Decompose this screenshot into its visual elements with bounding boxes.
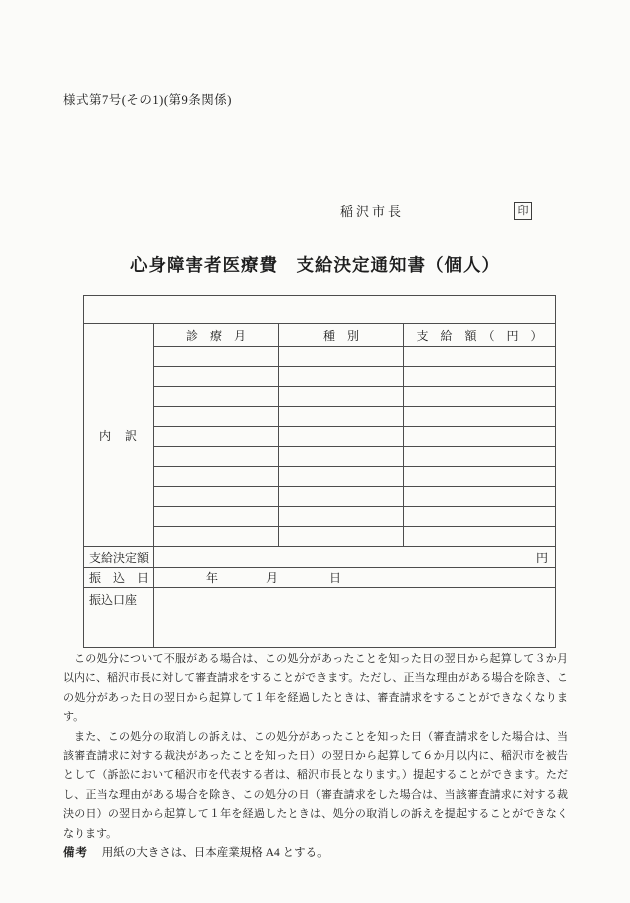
month-label: 月	[266, 571, 279, 585]
breakdown-label-cell: 内 訳	[84, 324, 154, 547]
month-cell	[154, 427, 279, 447]
type-cell	[279, 507, 404, 527]
amount-cell	[404, 487, 556, 507]
breakdown-row	[84, 347, 556, 367]
month-cell	[154, 407, 279, 427]
breakdown-row	[84, 487, 556, 507]
type-cell	[279, 367, 404, 387]
transfer-date-label-cell: 振 込 日	[84, 568, 154, 588]
type-cell	[279, 347, 404, 367]
column-header-type: 種 別	[279, 324, 404, 347]
month-cell	[154, 527, 279, 547]
top-empty-row	[84, 296, 556, 324]
decision-amount-cell: 円	[154, 547, 556, 568]
amount-cell	[404, 387, 556, 407]
payment-table	[83, 295, 556, 648]
breakdown-row	[84, 367, 556, 387]
breakdown-row	[84, 467, 556, 487]
amount-cell	[404, 427, 556, 447]
appeal-paragraph: この処分について不服がある場合は、この処分があったことを知った日の翌日から起算して３か月以内に、稲沢市長に対して審査請求をすることができます。ただし、正当な理由がある場合を除き、この処分があった日の翌日から起算して１年を経過したときは、審査請求をすることができなくなります。	[63, 653, 568, 724]
amount-cell	[404, 407, 556, 427]
amount-cell	[404, 447, 556, 467]
remarks-text: 用紙の大きさは、日本産業規格 A4 とする。	[101, 847, 329, 860]
form-number: 様式第7号(その1)(第9条関係)	[63, 93, 232, 107]
decision-row	[84, 547, 556, 568]
month-cell	[154, 387, 279, 407]
account-row	[84, 588, 556, 648]
amount-cell	[404, 467, 556, 487]
type-cell	[279, 387, 404, 407]
account-label-cell: 振込口座	[84, 588, 154, 648]
month-cell	[154, 507, 279, 527]
addressee: 稲沢市長	[340, 204, 405, 219]
header-row	[84, 324, 556, 347]
type-cell	[279, 447, 404, 467]
payment-table-body	[84, 296, 556, 648]
type-cell	[279, 527, 404, 547]
transfer-date-value-cell	[154, 568, 556, 588]
lawsuit-paragraph: また、この処分の取消しの訴えは、この処分があったことを知った日（審査請求をした場合は、当該審査請求に対する裁決があったことを知った日）の翌日から起算して６か月以内に、稲沢市を被告として（訴訟において稲沢市を代表する者は、稲沢市長となります。）提起することができます。ただし、正当な理由がある場合を除き、この処分の日（審査請求をした場合は、当該審査請求に対する裁決の日）の翌日から起算して１年を経過したときは、処分の取消しの訴えを提起することができなくなります。	[63, 730, 568, 840]
breakdown-row	[84, 507, 556, 527]
remarks-line	[63, 844, 568, 863]
breakdown-row	[84, 387, 556, 407]
column-header-amount: 支 給 額 （ 円 ）	[404, 324, 556, 347]
year-label: 年	[206, 571, 219, 585]
account-value-cell	[154, 588, 556, 648]
type-cell	[279, 407, 404, 427]
transfer-date-row	[84, 568, 556, 588]
amount-cell	[404, 367, 556, 387]
document-title: 心身障害者医療費 支給決定通知書（個人）	[130, 255, 500, 275]
type-cell	[279, 487, 404, 507]
breakdown-row	[84, 527, 556, 547]
column-header-month: 診 療 月	[154, 324, 279, 347]
month-cell	[154, 487, 279, 507]
month-cell	[154, 447, 279, 467]
month-cell	[154, 367, 279, 387]
remarks-label: 備考	[63, 847, 88, 860]
breakdown-row	[84, 407, 556, 427]
amount-cell	[404, 527, 556, 547]
legal-notes	[63, 650, 568, 863]
breakdown-row	[84, 427, 556, 447]
breakdown-row	[84, 447, 556, 467]
type-cell	[279, 427, 404, 447]
type-cell	[279, 467, 404, 487]
seal-mark: 印	[514, 202, 532, 220]
month-cell	[154, 467, 279, 487]
month-cell	[154, 347, 279, 367]
top-empty-cell	[84, 296, 556, 324]
day-label: 日	[329, 571, 342, 585]
amount-cell	[404, 347, 556, 367]
decision-label-cell: 支給決定額	[84, 547, 154, 568]
amount-cell	[404, 507, 556, 527]
